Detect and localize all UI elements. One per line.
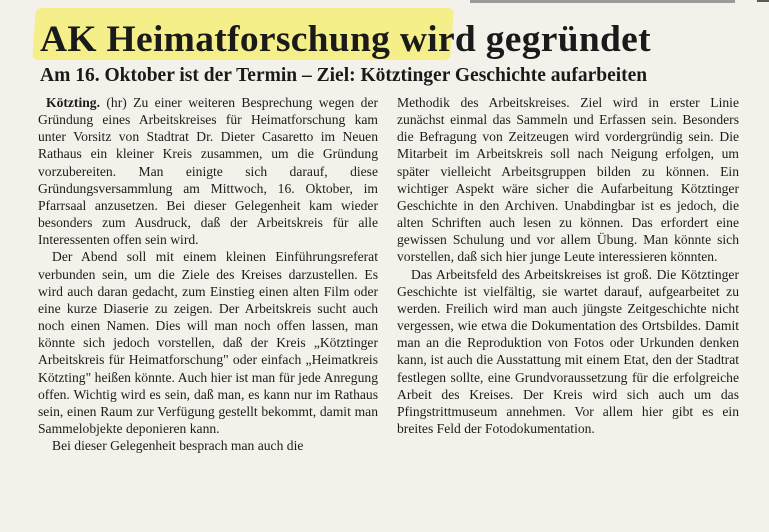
- top-rule: [470, 0, 735, 3]
- paragraph: Bei dieser Gelegenheit besprach man auch die: [52, 438, 304, 454]
- paragraph: Kötzting. (hr) Zu einer weiteren Besprechung wegen der Gründung eines Arbeitskreises für Heimatforschung kam unter Vorsitz von Stadtrat Dr. Dieter Casaretto im Neuen Rathaus ein kleiner Kreis zusammen, um die Gründung vorzubereiten. Man einigte sich darauf, diese Gründungsversammlung am Mittwoch, 16. Oktober, im Pfarrsaal anzusetzen. Bei dieser Gelegenheit kam wieder besonders zum Ausdruck, daß der Arbeitskreis für alle Interessenten offen sein wird.: [38, 95, 379, 248]
- article-column-right: [397, 94, 739, 437]
- dateline: Kötzting.: [46, 95, 100, 110]
- article-column-left: [38, 94, 378, 454]
- paragraph: Das Arbeitsfeld des Arbeitskreises ist groß. Die Kötztinger Geschichte ist vielfältig, sie wartet darauf, aufgearbeitet zu werden. Freilich wird man auch jüngste Zeitgeschichte nicht vergessen, wie etwa die Dokumentation des Ortsbildes. Damit man an die Reproduktion von Fotos oder Urkunden denken kann, ist auch die Ausstattung mit einem Etat, den der Stadtrat festlegen sollte, eine Grundvoraussetzung für die erfolgreiche Arbeit des Kreises. Der Kreis wird sich auch um das Pfingstrittmuseum annehmen. Vor allem hier gibt es ein breites Feld der Fotodokumentation.: [397, 266, 739, 436]
- paragraph: Der Abend soll mit einem kleinen Einführungsreferat verbunden sein, um die Ziele des Kreises darzustellen. Es wird auch daran gedacht, zum Einstieg einen alten Film oder eine kurze Diaserie zu zeigen. Der Arbeitskreis sucht auch noch einen Namen. Dies will man noch offen lassen, man könnte sich jedoch vorstellen, daß der Kreis „Kötztinger Arbeitskreis für Heimatforschung" oder einfach „Heimatkreis Kötzting" heißen könnte. Auch hier ist man für jede Anregung offen. Wichtig wird es sein, daß man, es kann nur im Rathaus sein, einen Raum zur Verfügung gestellt bekommt, damit man Sammelobjekte deponieren kann.: [38, 249, 378, 436]
- paragraph: Methodik des Arbeitskreises. Ziel wird in erster Linie zunächst einmal das Sammeln und Erfassen sein. Besonders die Befragung von Zeitzeugen wird vordergründig sein. Die Mitarbeit im Arbeitskreis soll nach Neigung erfolgen, um später vielleicht Arbeitsgruppen bilden zu können. Ein wichtiger Aspekt wäre sicher die Aufarbeitung Kötztinger Geschichte in den Archiven. Unabdingbar ist es jedoch, die alten Schriften auch lesen zu können. Das erfordert eine gewissen Schulung und vor allem Übung. Man könnte sich vorstellen, daß sich hier junge Leute interessieren könnten.: [397, 95, 739, 265]
- subheadline: Am 16. Oktober ist der Termin – Ziel: Kötztinger Geschichte aufarbeiten: [40, 65, 648, 86]
- edge-mark: [757, 0, 769, 2]
- headline: AK Heimatforschung wird gegründet: [40, 19, 651, 60]
